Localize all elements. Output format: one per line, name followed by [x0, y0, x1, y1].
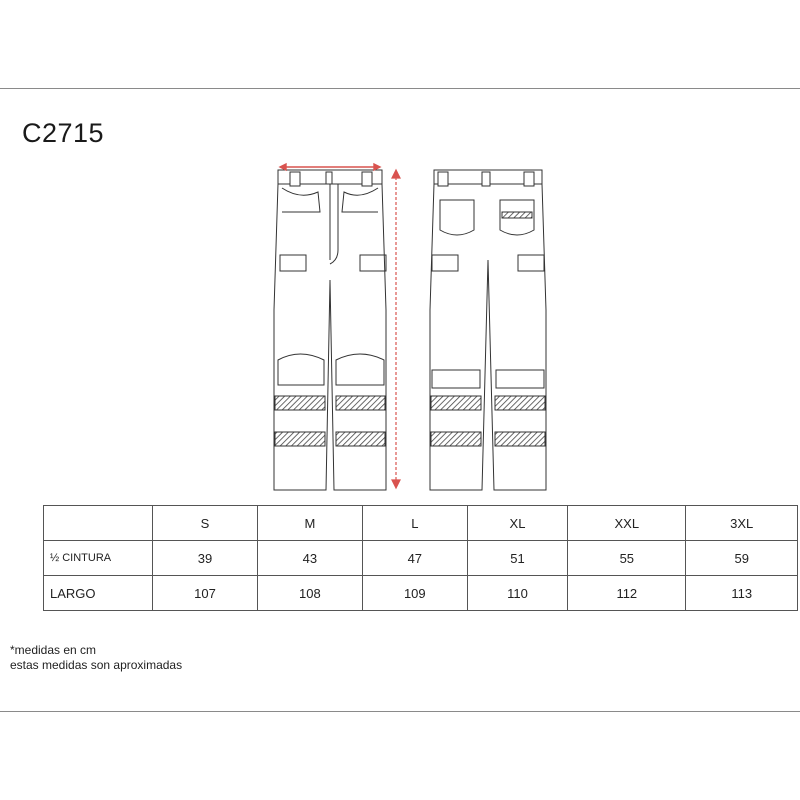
table-cell: 108: [257, 576, 362, 611]
size-header-row: [44, 506, 798, 541]
table-cell: 55: [568, 541, 686, 576]
front-reflective-stripe-upper-left: [275, 396, 325, 410]
size-chart-table: [43, 505, 798, 611]
table-cell: 113: [686, 576, 798, 611]
row-label: LARGO: [44, 576, 153, 611]
size-header-cell: M: [257, 506, 362, 541]
front-reflective-stripe-lower-right: [336, 432, 385, 446]
waist-measure-arrow: [280, 164, 380, 170]
back-reflective-stripe-upper-right: [495, 396, 545, 410]
note-units: *medidas en cm: [10, 643, 97, 657]
back-reflective-stripe-lower-right: [495, 432, 545, 446]
size-header-cell: 3XL: [686, 506, 798, 541]
length-measure-arrow: [392, 170, 400, 488]
front-reflective-stripe-lower-left: [275, 432, 325, 446]
empty-corner-cell: [44, 506, 153, 541]
table-cell: 59: [686, 541, 798, 576]
trousers-technical-drawing: [260, 160, 560, 495]
back-pocket-logo-strip: [502, 212, 532, 218]
size-header-cell: L: [362, 506, 467, 541]
table-cell: 110: [467, 576, 567, 611]
table-cell: 43: [257, 541, 362, 576]
table-cell: 109: [362, 576, 467, 611]
table-cell: 112: [568, 576, 686, 611]
row-label: ½ CINTURA: [44, 541, 153, 576]
measurement-notes: [10, 643, 182, 673]
table-cell: 47: [362, 541, 467, 576]
back-reflective-stripe-lower-left: [431, 432, 481, 446]
size-header-cell: S: [153, 506, 258, 541]
back-reflective-stripe-upper-left: [431, 396, 481, 410]
table-row: [44, 576, 798, 611]
bottom-divider: [0, 711, 800, 712]
product-code-title: C2715: [22, 118, 105, 148]
top-divider: [0, 88, 800, 89]
table-row: [44, 541, 798, 576]
table-cell: 107: [153, 576, 258, 611]
size-header-cell: XXL: [568, 506, 686, 541]
table-cell: 51: [467, 541, 567, 576]
front-reflective-stripe-upper-right: [336, 396, 385, 410]
table-cell: 39: [153, 541, 258, 576]
size-header-cell: XL: [467, 506, 567, 541]
note-approximate: estas medidas son aproximadas: [10, 658, 183, 672]
